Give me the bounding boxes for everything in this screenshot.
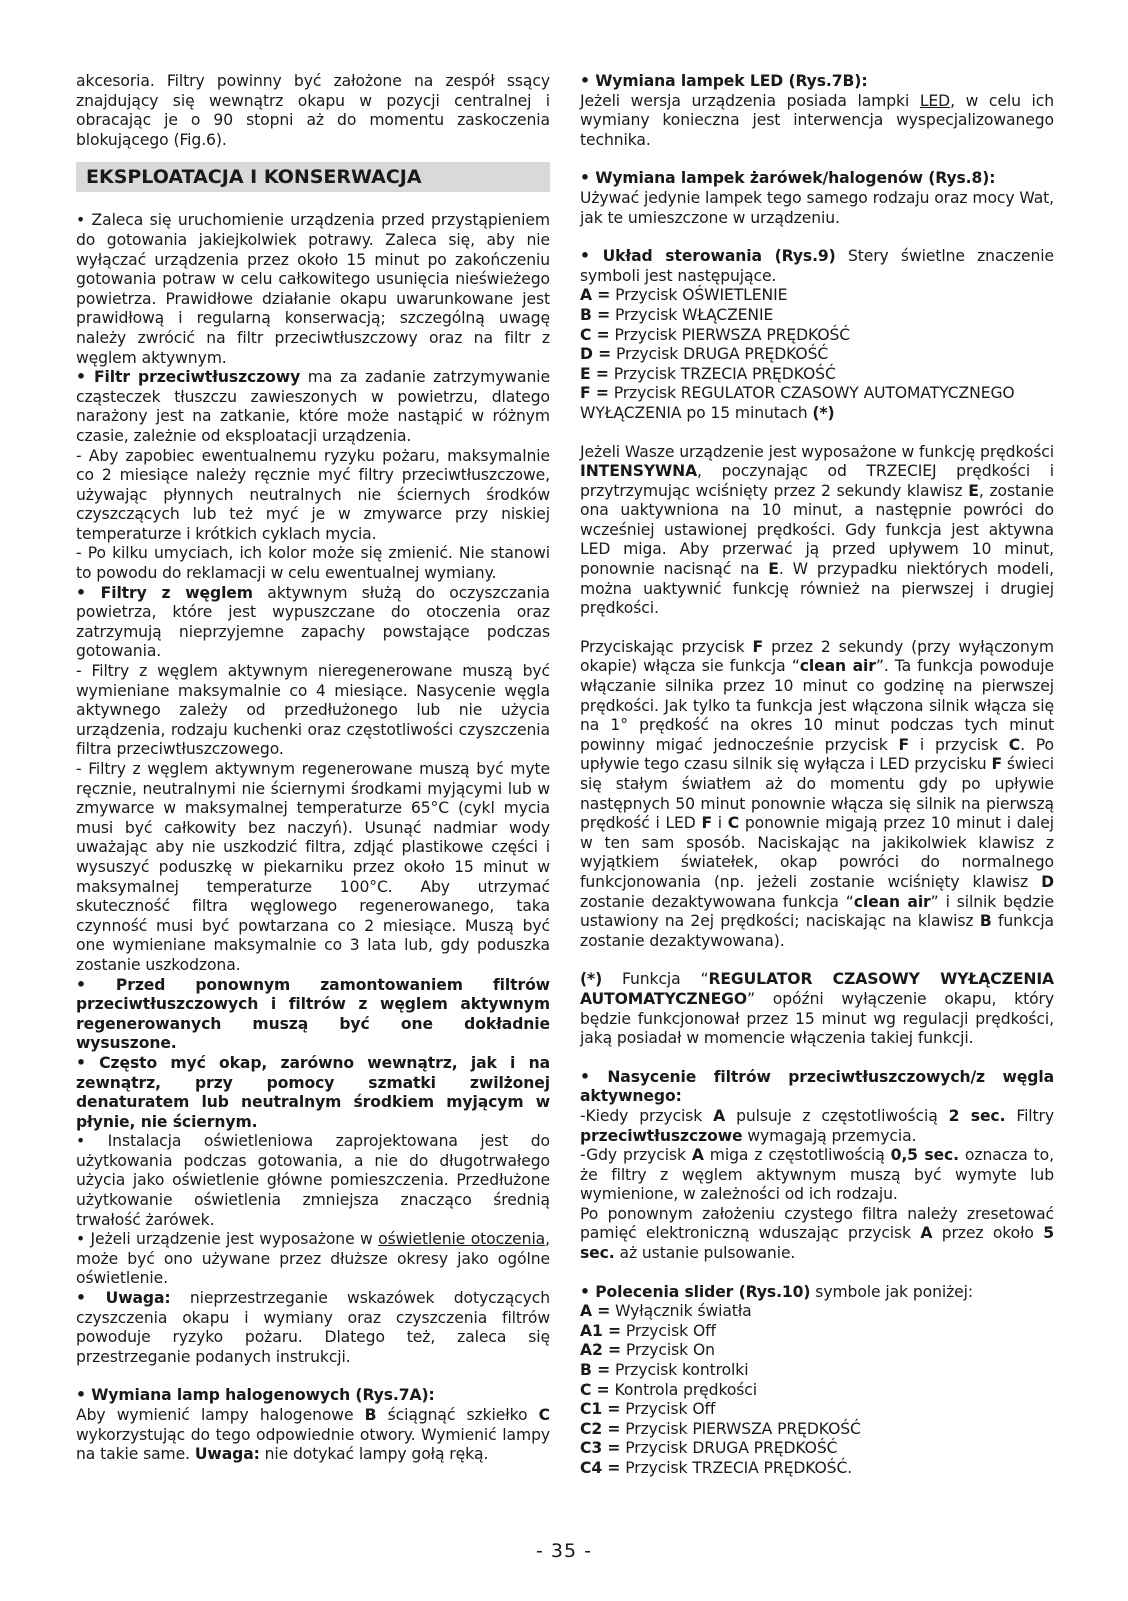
list-key: A1 = (580, 1321, 622, 1340)
intensive-key-e: E (768, 560, 779, 579)
clean-air-paragraph (580, 638, 1054, 952)
saturation-line-1 (580, 1107, 1054, 1146)
led-text-a: Jeżeli wersja urządzenia posiada lampki (580, 91, 920, 110)
saturation-text: wymagają przemycia. (742, 1126, 917, 1145)
bulb-paragraph: Używać jedynie lampek tego samego rodzaju oraz mocy Wat, jak te umieszczone w urządzeniu. (580, 188, 1055, 227)
list-item (580, 384, 1054, 423)
slider-intro (580, 1283, 1054, 1303)
halogen-text-b: ściągnąć szkiełko (376, 1406, 539, 1424)
list-item (580, 286, 1054, 306)
list-item (580, 306, 1054, 326)
page-number: - 35 - (536, 1540, 592, 1562)
list-key: C = (580, 1380, 610, 1399)
clean-air-text: i przycisk (909, 735, 1009, 754)
list-item (580, 1420, 1054, 1440)
led-text-b: , w celu ich wymiany konieczna jest interwencja wyspecjalizowanego technika. (580, 91, 1054, 149)
list-key: A = (580, 1302, 611, 1321)
ambient-light-text-a: • Jeżeli urządzenie jest wyposażone w (76, 1230, 379, 1249)
clean-air-key: B (979, 912, 992, 931)
controls-intro-text: Stery świetlne znaczenie symboli jest następujące. (580, 247, 1054, 285)
color-change-paragraph: - Po kilku umyciach, ich kolor może się zmienić. Nie stanowi to powodu do reklamacji w celu ewentualnej wymiany. (76, 544, 550, 583)
list-text: Przycisk Off (621, 1321, 716, 1340)
clean-air-key: C (1008, 735, 1021, 754)
saturation-text: -Kiedy przycisk (580, 1106, 714, 1125)
saturation-text: Po ponownym założeniu czystego filtra należy zresetować pamięć elektroniczną wduszając przycisk (580, 1204, 1054, 1243)
clean-air-text: ”. Ta funkcja powoduje włączanie silnika przez 10 minut co godzinę na pierwszej prędkości. Jak tylko ta funkcja jest włączona silnik włącza się na 1° prędkość na okres 10 minut podczas tych minut powinny migać jednocześnie przycisk (580, 657, 1054, 754)
list-item (580, 326, 1054, 346)
saturation-key: A (920, 1224, 933, 1243)
list-item (580, 1361, 1054, 1381)
clean-air-text: . Po upływie tego czasu silnik się wyłącza i LED przycisku (580, 735, 1054, 774)
list-text: Przycisk REGULATOR CZASOWY AUTOMATYCZNEGO WYŁĄCZENIA po 15 minutach (580, 384, 1015, 422)
saturation-line-3 (580, 1205, 1054, 1264)
lighting-paragraph: • Instalacja oświetleniowa zaprojektowana jest do użytkowania podczas gotowania, a nie do długotrwałego użycia jako oświetlenie główne pomieszczenia. Przedłużone użytkowanie oświetlenia zmniejsza znacząco średnią trwałość żarówek. (76, 1132, 550, 1229)
list-key: F = (580, 384, 609, 403)
list-item (580, 1381, 1054, 1401)
saturation-text: miga z częstotliwością (703, 1146, 891, 1165)
bulb-heading: • Wymiana lampek żarówek/halogenów (Rys.8): (580, 169, 996, 188)
timer-label: REGULATOR CZASOWY WYŁĄCZENIA AUTOMATYCZNEGO (580, 970, 1054, 1008)
list-key: B = (580, 305, 611, 324)
warning-text: nieprzestrzeganie wskazówek dotyczących czyszczenia okapu i wymiany oraz czyszczenia filtrów powoduje ryzyko pożaru. Dlatego też, zaleca się przestrzeganie podanych instrukcji. (76, 1289, 551, 1366)
grease-filter-heading: • Filtr przeciwtłuszczowy (76, 368, 301, 387)
saturation-text: pulsuje z częstotliwością (725, 1106, 949, 1125)
led-heading: • Wymiana lampek LED (Rys.7B): (580, 72, 868, 90)
saturation-heading: • Nasycenie filtrów przeciwtłuszczowych/z węgla aktywnego: (580, 1067, 1054, 1106)
saturation-line-2 (580, 1146, 1054, 1205)
warning-label: • Uwaga: (76, 1289, 171, 1308)
list-text: Przycisk PIERWSZA PRĘDKOŚĆ (609, 325, 851, 344)
list-item (580, 1322, 1054, 1342)
led-term: LED (919, 91, 951, 110)
list-key: B = (580, 1361, 611, 1380)
halogen-key-c: C (538, 1406, 550, 1424)
timer-footnote (580, 970, 1054, 1048)
list-item (580, 365, 1054, 385)
timer-text: Funkcja “ (602, 970, 709, 989)
slider-heading: • Polecenia slider (Rys.10) (580, 1282, 811, 1301)
clean-air-text: przez 2 sekundy (przy wyłączonym okapie) włącza sie funkcja “ (580, 637, 1054, 676)
list-key: C3 = (580, 1439, 621, 1458)
intensive-text-b: , poczynając od TRZECIEJ prędkości i przytrzymując wciśnięty przez 2 sekundy klawisz (580, 462, 1054, 500)
warning-paragraph (76, 1289, 550, 1367)
slider-intro-text: symbole jak poniżej: (810, 1282, 974, 1301)
halogen-text-a: Aby wymienić lampy halogenowe (76, 1406, 365, 1424)
clean-air-text: świeci się stałym światłem aż do momentu gdy po upływie następnych 50 minut ponownie włącza się silnik na pierwszą prędkość i LED (580, 755, 1054, 833)
list-item (580, 1400, 1054, 1420)
list-key: C = (580, 325, 610, 344)
grease-filter-paragraph (76, 368, 550, 446)
list-key: A2 = (580, 1341, 622, 1360)
footnote-marker: (*) (812, 403, 835, 422)
saturation-text: oznacza to, że filtry z węglem aktywnym muszą być wymyte lub wymienione, w zależności od ich rodzaju. (580, 1146, 1054, 1204)
usage-paragraph: • Zaleca się uruchomienie urządzenia przed przystąpieniem do gotowania jakiejkolwiek potrawy. Zaleca się, aby nie wyłączać urządzenia przez około 15 minut po zakończeniu gotowania potraw w celu całkowitego usunięcia nieświeżego powietrza. Prawidłowe działanie okapu uwarunkowane jest prawidłową i regularną konserwacją; szczególną uwagę należy zwrócić na filtr przeciwtłuszczowy oraz na filtr z węglem aktywnym. (76, 211, 550, 367)
slider-list (580, 1302, 1054, 1478)
ambient-light-paragraph (76, 1230, 550, 1289)
list-key: C1 = (580, 1400, 621, 1419)
regenerated-paragraph: - Filtry z węglem aktywnym regenerowane muszą być myte ręcznie, neutralnymi nie ściernymi środkami myjącymi lub w zmywarce w maksymalnej temperaturze 65°C (cykl mycia musi być całkowity bez naczyń). Usunąć nadmiar wody uważając aby nie uszkodzić filtra, zdjąć plastikowe części i wysuszyć poduszkę w piekarniku przez około 15 minut w maksymalnej temperaturze 100°C. Aby utrzymać skuteczność filtra węglowego regenerowanego, taka czynność musi być powtarzana co 2 miesiące. Muszą być one wymieniane maksymalnie co 3 lata lub, gdy poduszka zostanie uszkodzona. (76, 760, 550, 974)
list-key: C4 = (580, 1459, 621, 1477)
saturation-value: 2 sec. (948, 1106, 1006, 1125)
list-text: Przycisk PIERWSZA PRĘDKOŚĆ (620, 1419, 861, 1438)
clean-air-text: Przyciskając przycisk (580, 637, 753, 656)
halogen-key-b: B (364, 1406, 377, 1424)
clean-air-label: clean air (853, 892, 931, 911)
saturation-text: przez około (932, 1224, 1044, 1243)
saturation-key: A (691, 1146, 704, 1165)
carbon-filter-heading: • Filtry z węglem (76, 583, 253, 602)
saturation-text: Filtry (1005, 1106, 1054, 1125)
non-regenerated-paragraph: - Filtry z węglem aktywnym nieregenerowane muszą być wymieniane maksymalnie co 4 miesiące. Nasycenie węgla aktywnego zależy od przedłużonego lub nie użycia urządzenia, rodzaju kuchenki oraz częstotliwości czyszczenia filtra przeciwtłuszczowego. (76, 662, 550, 759)
clean-air-key: D (1041, 872, 1054, 891)
clean-air-text: funkcja zostanie dezaktywowana). (580, 912, 1055, 950)
list-item (580, 1439, 1054, 1459)
clean-air-text: zostanie dezaktywowana funkcja “ (580, 892, 854, 911)
list-key: E = (580, 364, 609, 383)
clean-air-key: F (701, 814, 713, 833)
clean-air-key: F (898, 735, 910, 754)
halogen-text-d: nie dotykać lampy gołą ręką. (259, 1445, 489, 1464)
list-text: Przycisk TRZECIA PRĘDKOŚĆ. (620, 1459, 853, 1477)
saturation-value: 5 sec. (580, 1224, 1054, 1263)
carbon-filter-text: aktywnym służą do oczyszczania powietrza, które jest wypuszczane do otoczenia oraz zatrzymują nieprzyjemne zapachy powstające podczas gotowania. (76, 583, 550, 661)
clean-air-key: F (991, 755, 1002, 774)
ambient-light-text-b: , może być ono używane przez dłuższe okresy jako ogólne oświetlenie. (76, 1230, 550, 1288)
list-text: Wyłącznik światła (610, 1302, 752, 1321)
halogen-paragraph (76, 1406, 550, 1465)
halogen-warning-label: Uwaga: (194, 1445, 260, 1464)
clean-air-text: ponownie migają przez 10 minut i dalej w ten sam sposób. Naciskając na jakikolwiek klawisz z wyjątkiem światełek, okap powróci do normalnego funkcjonowania (np. jeżeli zostanie wciśnięty klawisz (580, 814, 1055, 891)
list-key: C2 = (580, 1419, 621, 1438)
left-column (76, 72, 550, 1465)
controls-heading: • Układ sterowania (Rys.9) (580, 247, 836, 266)
halogen-text-c: wykorzystując do tego odpowiednie otwory. Wymienić lampy na takie same. (76, 1425, 550, 1464)
intensive-label: INTENSYWNA (580, 462, 698, 481)
intro-paragraph: akcesoria. Filtry powinny być założone na zespół ssący znajdujący się wewnątrz okapu w pozycji centralnej i obracając je o 90 stopni aż do momentu zaskoczenia blokującego (Fig.6). (76, 72, 550, 149)
clean-air-label: clean air (799, 657, 876, 676)
clean-air-text: i (712, 814, 728, 833)
controls-intro (580, 247, 1054, 286)
footnote-marker: (*) (580, 970, 603, 989)
list-key: D = (580, 345, 612, 364)
saturation-text: aż ustanie pulsowanie. (614, 1244, 796, 1263)
saturation-value: 0,5 sec. (890, 1146, 959, 1165)
list-key: A = (580, 286, 611, 305)
dry-filters-note: • Przed ponownym zamontowaniem filtrów przeciwtłuszczowych i filtrów z węglem aktywnym regenerowanych muszą być one dokładnie wysuszone. (76, 975, 550, 1053)
section-title: EKSPLOATACJA I KONSERWACJA (76, 162, 550, 192)
intensive-text-c: , zostanie ona uaktywniona na 10 minut, a następnie powróci do wcześniej ustawionej prędkości. Gdy funkcja jest aktywna LED miga. Aby przerwać ją przed upływem 10 minut, ponownie nacisnąć na (580, 481, 1054, 579)
carbon-filter-paragraph (76, 584, 550, 662)
list-text: Kontrola prędkości (609, 1380, 757, 1399)
list-text: Przycisk OŚWIETLENIE (610, 286, 788, 305)
saturation-label: przeciwtłuszczowe (580, 1126, 743, 1145)
grease-filter-text: ma za zadanie zatrzymywanie cząsteczek tłuszczu zawieszonych w powietrzu, dlatego narażony jest na zatkanie, które może nastąpić w różnym czasie, zależnie od eksploatacji urządzenia. (76, 368, 550, 445)
list-text: Przycisk TRZECIA PRĘDKOŚĆ (608, 364, 836, 383)
timer-text: ” opóźni wyłączenie okapu, który będzie funkcjonował przez 15 minut wg regulacji prędkości, jaką posiadał w momencie włączenia takiej funkcji. (580, 989, 1054, 1048)
list-text: Przycisk Off (620, 1400, 716, 1419)
list-text: Przycisk kontrolki (610, 1361, 749, 1380)
list-item (580, 345, 1054, 365)
list-text: Przycisk DRUGA PRĘDKOŚĆ (620, 1439, 838, 1458)
intensive-key-e: E (968, 481, 979, 500)
clean-air-key: F (752, 637, 764, 656)
led-paragraph (580, 92, 1054, 151)
ambient-light-term: oświetlenie otoczenia (378, 1230, 546, 1249)
clean-air-text: ” i silnik będzie ustawiony na 2ej prędkości; naciskając na klawisz (580, 892, 1054, 931)
list-text: Przycisk DRUGA PRĘDKOŚĆ (611, 345, 829, 364)
fire-risk-paragraph: - Aby zapobiec ewentualnemu ryzyku pożaru, maksymalnie co 2 miesiące należy ręcznie myć filtry przeciwtłuszczowe, używając płynnych neutralnych nie ściernych środków czyszczących lub też myć je w zmywarce przy niskiej temperaturze i krótkich cyklach mycia. (76, 446, 550, 543)
clean-hood-note: • Często myć okap, zarówno wewnątrz, jak i na zewnątrz, przy pomocy szmatki zwilżonej denaturatem lub neutralnym środkiem myjącym w płynie, nie ściernym. (76, 1053, 550, 1131)
right-column (580, 72, 1054, 1479)
halogen-heading: • Wymiana lamp halogenowych (Rys.7A): (76, 1386, 435, 1405)
list-item (580, 1459, 1054, 1479)
list-item (580, 1302, 1054, 1322)
controls-list (580, 286, 1054, 423)
saturation-key: A (713, 1106, 726, 1125)
intensive-text-a: Jeżeli Wasze urządzenie jest wyposażone w funkcję prędkości (580, 442, 1054, 461)
clean-air-key: C (727, 814, 740, 833)
intensive-text-d: . W przypadku niektórych modeli, można uaktywnić funkcję również na pierwszej i drugiej prędkości. (580, 560, 1054, 618)
list-text: Przycisk On (621, 1341, 715, 1360)
saturation-text: -Gdy przycisk (580, 1146, 692, 1165)
intensive-paragraph (580, 443, 1054, 619)
list-text: Przycisk WŁĄCZENIE (610, 305, 774, 324)
list-item (580, 1341, 1054, 1361)
